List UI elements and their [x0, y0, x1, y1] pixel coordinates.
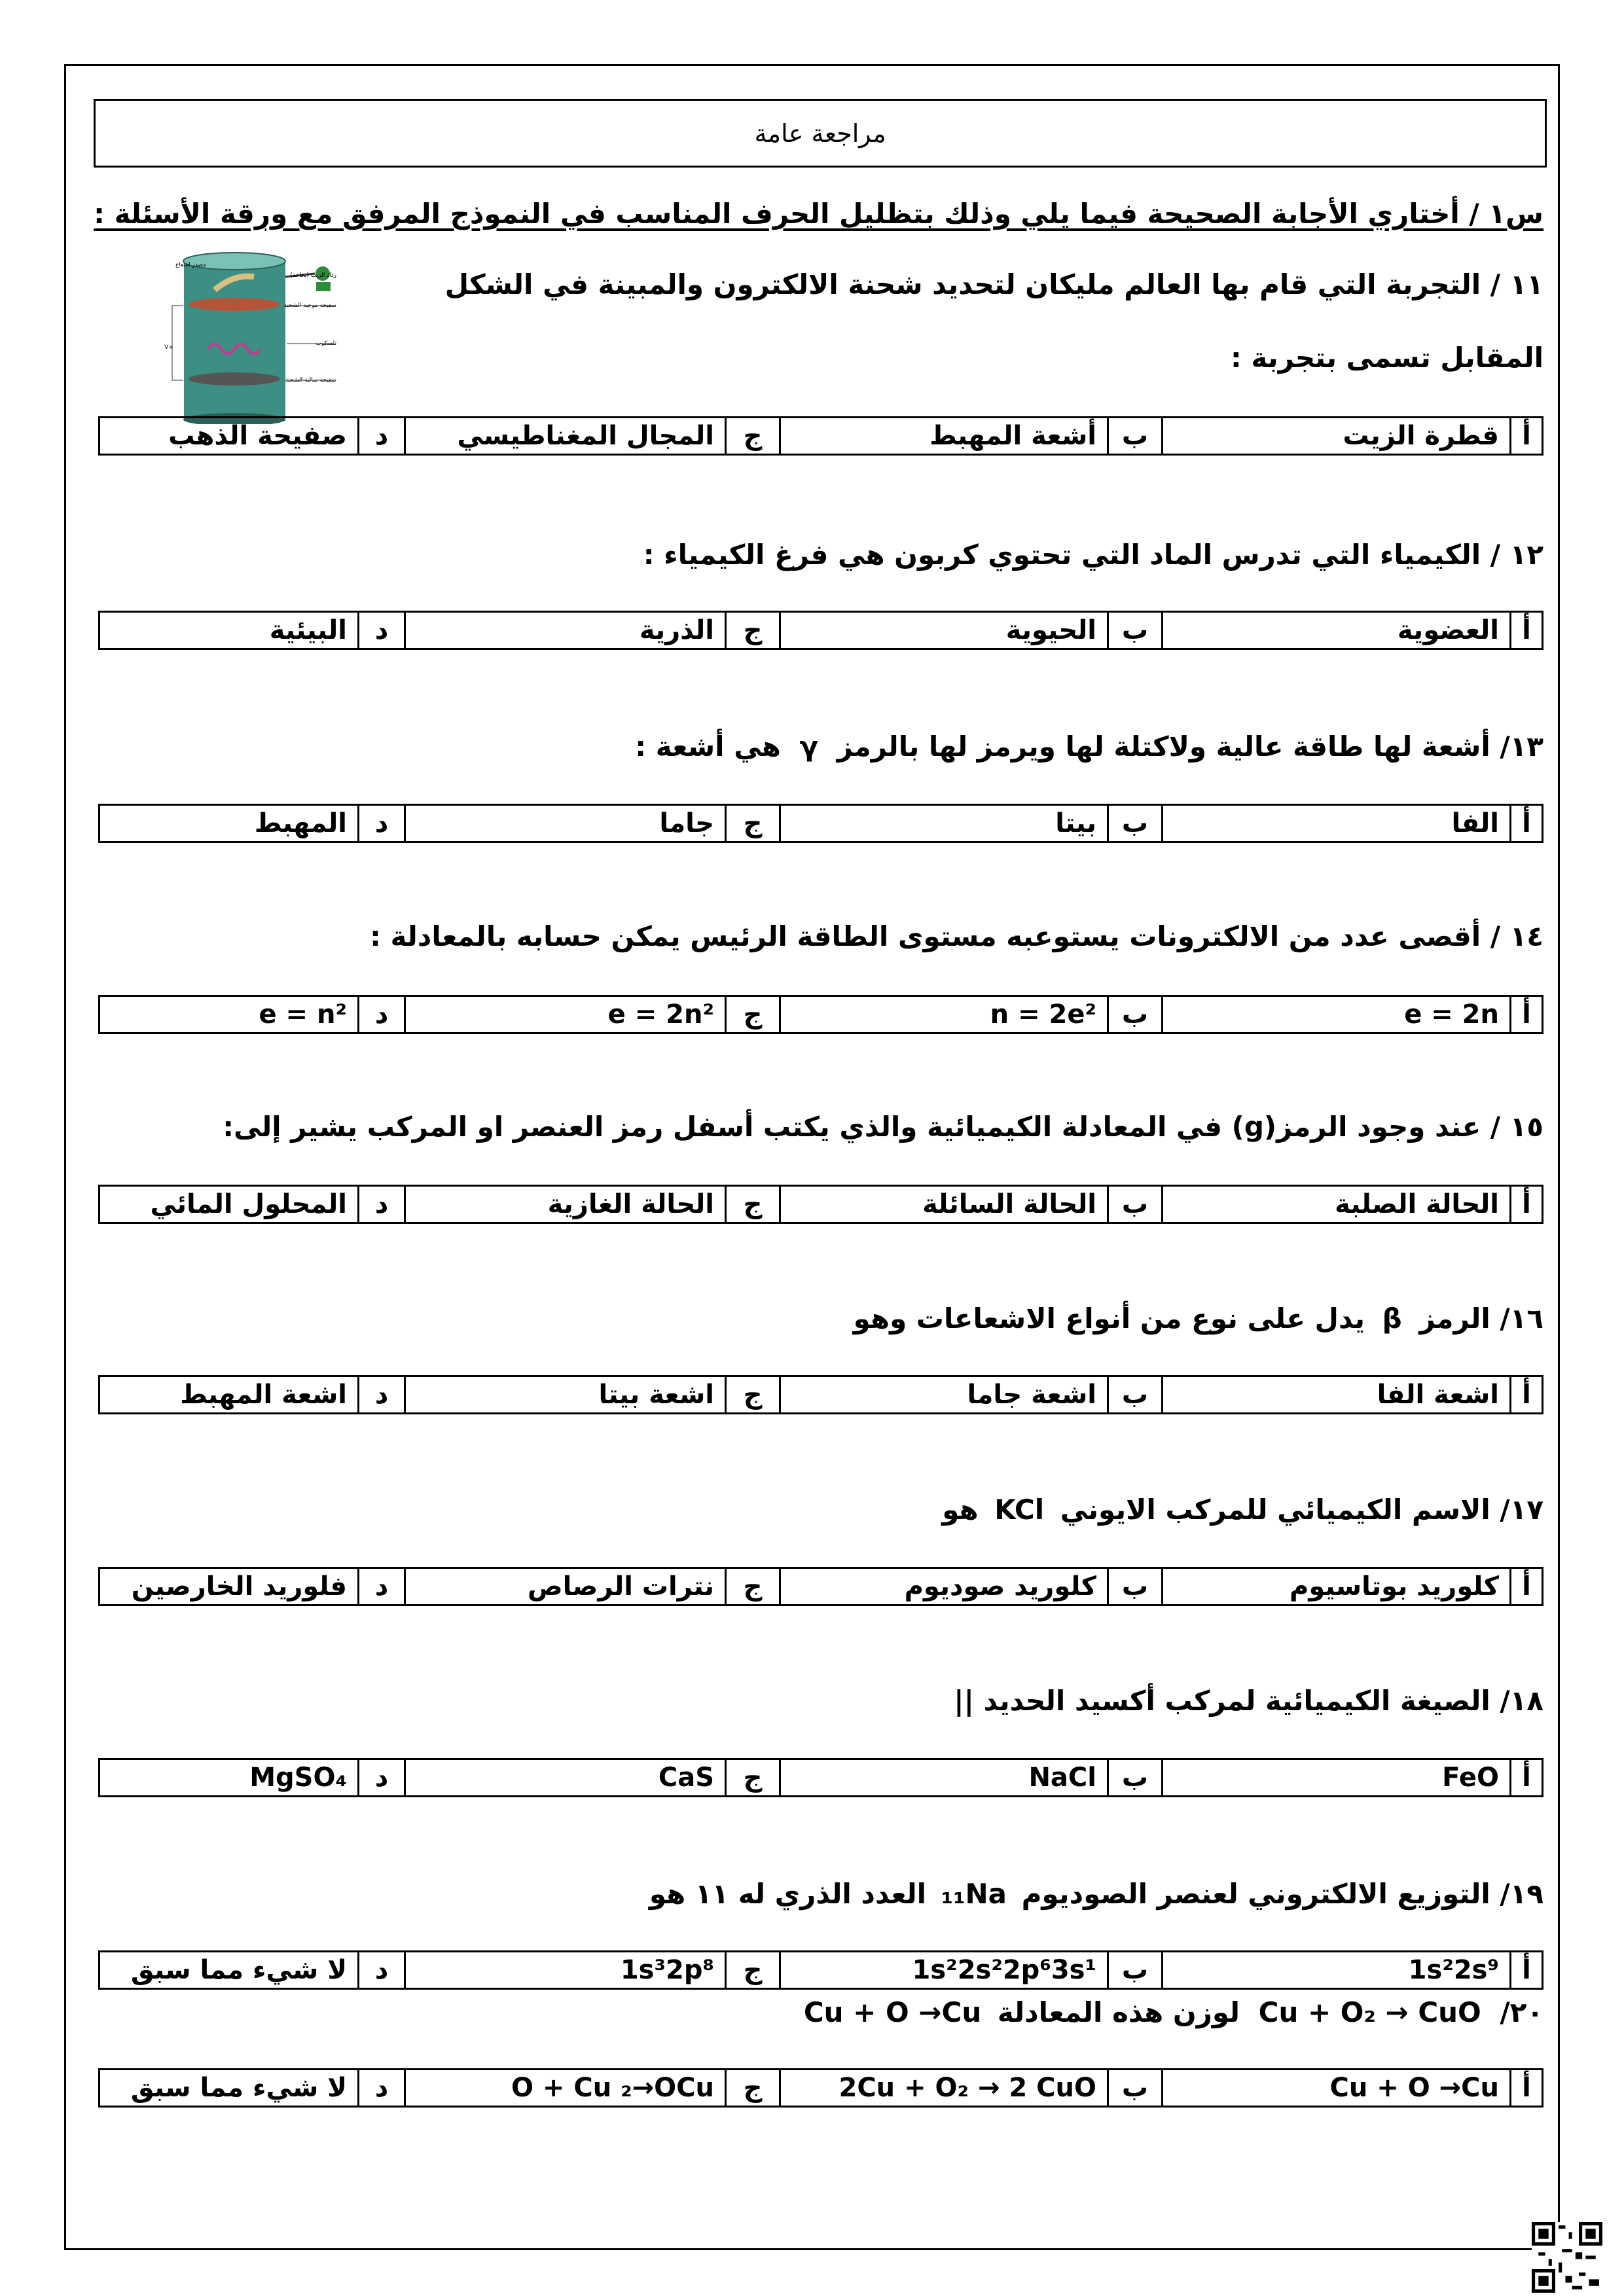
option-letter-d[interactable]: د [359, 612, 405, 649]
option-d[interactable]: لا شيء مما سبق [99, 1952, 359, 1989]
question-19-text-before: ١٩/ التوزيع الالكتروني لعنصر الصوديوم [1021, 1878, 1543, 1910]
option-letter-c[interactable]: ج [726, 1186, 780, 1223]
option-a[interactable]: FeO [1163, 1759, 1511, 1797]
option-letter-b[interactable]: ب [1108, 1952, 1163, 1989]
label-radiation-source: مصدر اشعاع [175, 262, 207, 268]
option-c[interactable]: e = 2n² [405, 996, 726, 1033]
gamma-symbol: γ [799, 730, 819, 762]
option-d[interactable]: المهبط [99, 805, 359, 842]
option-letter-b[interactable]: ب [1108, 1186, 1163, 1223]
option-a[interactable]: الفا [1163, 805, 1511, 842]
option-a[interactable]: 1s²2s⁹ [1163, 1952, 1511, 1989]
option-c[interactable]: 1s³2p⁸ [405, 1952, 726, 1989]
question-13-text [635, 730, 1543, 762]
option-letter-d[interactable]: د [359, 1568, 405, 1605]
label-voltage: +V [164, 344, 173, 351]
option-letter-a[interactable]: أ [1511, 2070, 1543, 2107]
option-b[interactable]: الحيوية [780, 612, 1108, 649]
label-positive-plate: صفيحة موجبة الشحنة [283, 302, 336, 309]
millikan-apparatus-diagram [143, 251, 450, 424]
option-a[interactable]: كلوريد بوتاسيوم [1163, 1568, 1511, 1605]
option-letter-d[interactable]: د [359, 2070, 405, 2107]
question-20-text [797, 1996, 1543, 2028]
option-letter-d[interactable]: د [359, 1376, 405, 1414]
question-20-options [98, 2068, 1543, 2108]
cylinder-body [184, 260, 285, 421]
option-letter-a[interactable]: أ [1511, 1952, 1543, 1989]
option-letter-a[interactable]: أ [1511, 805, 1543, 842]
option-letter-b[interactable]: ب [1108, 418, 1163, 455]
question-20-number: ٢٠/ [1500, 1996, 1543, 2028]
option-letter-a[interactable]: أ [1511, 1376, 1543, 1414]
option-a[interactable]: Cu + O →Cu [1163, 2070, 1511, 2107]
option-letter-c[interactable]: ج [726, 1952, 780, 1989]
option-d[interactable]: MgSO₄ [99, 1759, 359, 1797]
option-b[interactable]: كلوريد صوديوم [780, 1568, 1108, 1605]
question-17-text-after: هو [942, 1494, 979, 1526]
option-letter-c[interactable]: ج [726, 1759, 780, 1797]
option-letter-b[interactable]: ب [1108, 612, 1163, 649]
negative-plate [189, 372, 280, 386]
question-11-text-2: المقابل تسمى بتجربة : [1231, 342, 1543, 374]
question-14-text: ١٤ / أقصى عدد من الالكترونات يستوعبه مستوى الطاقة الرئيس يمكن حسابه بالمعادلة : [370, 920, 1543, 952]
question-20-alt-equation: Cu + O →Cu [803, 1996, 982, 2028]
question-19-text-after: العدد الذري له ١١ هو [649, 1878, 927, 1910]
option-a[interactable]: الحالة الصلبة [1163, 1186, 1511, 1223]
option-letter-c[interactable]: ج [726, 805, 780, 842]
beta-symbol: β [1382, 1302, 1402, 1335]
question-16-text-before: ١٦/ الرمز [1419, 1302, 1543, 1335]
option-a[interactable]: العضوية [1163, 612, 1511, 649]
positive-plate [189, 298, 280, 311]
option-letter-c[interactable]: ج [726, 418, 780, 455]
question-18-options [98, 1758, 1543, 1797]
page-title: مراجعة عامة [94, 99, 1547, 168]
question-17-text-before: ١٧/ الاسم الكيميائي للمركب الايوني [1060, 1494, 1543, 1526]
option-letter-a[interactable]: أ [1511, 1186, 1543, 1223]
option-b[interactable]: اشعة جاما [780, 1376, 1108, 1414]
question-15-text: ١٥ / عند وجود الرمز(g) في المعادلة الكيميائية والذي يكتب أسفل رمز العنصر او المركب يشير إلى: [223, 1111, 1543, 1143]
option-letter-a[interactable]: أ [1511, 1759, 1543, 1797]
option-letter-b[interactable]: ب [1108, 805, 1163, 842]
question-20-text-mid: لوزن هذه المعادلة [997, 1996, 1240, 2028]
option-d[interactable]: فلوريد الخارصين [99, 1568, 359, 1605]
option-letter-b[interactable]: ب [1108, 996, 1163, 1033]
option-letter-d[interactable]: د [359, 418, 405, 455]
question-17-options [98, 1567, 1543, 1606]
label-telescope: تلسكوب [316, 340, 336, 347]
option-letter-c[interactable]: ج [726, 1376, 780, 1414]
sodium-symbol: ₁₁Na [941, 1878, 1007, 1910]
option-b[interactable]: NaCl [780, 1759, 1108, 1797]
label-negative-plate: صفيحة سالبة الشحنة [285, 377, 336, 384]
question-11-text: ١١ / التجربة التي قام بها العالم مليكان لتحديد شحنة الالكترون والمبينة في الشكل [444, 268, 1543, 300]
option-c[interactable]: المجال المغناطيسي [405, 418, 726, 455]
question-13-options [98, 804, 1543, 843]
option-c[interactable]: اشعة بيتا [405, 1376, 726, 1414]
option-letter-d[interactable]: د [359, 1952, 405, 1989]
option-letter-d[interactable]: د [359, 1186, 405, 1223]
option-letter-a[interactable]: أ [1511, 1568, 1543, 1605]
option-c[interactable]: O + Cu ₂→OCu [405, 2070, 726, 2107]
question-20-equation: Cu + O₂ → CuO [1258, 1996, 1481, 2028]
question-16-text-after: يدل على نوع من أنواع الاشعاعات وهو [853, 1302, 1365, 1335]
question-13-text-before: ١٣/ أشعة لها طاقة عالية ولاكتلة لها ويرمز لها بالرمز [837, 730, 1543, 762]
question-16-text [854, 1302, 1543, 1335]
option-b[interactable]: الحالة السائلة [780, 1186, 1108, 1223]
option-d[interactable]: البيئية [99, 612, 359, 649]
option-letter-b[interactable]: ب [1108, 1376, 1163, 1414]
kcl-formula: KCl [994, 1494, 1045, 1526]
option-letter-a[interactable]: أ [1511, 418, 1543, 455]
option-letter-a[interactable]: أ [1511, 612, 1543, 649]
option-b[interactable]: بيتا [780, 805, 1108, 842]
question-12-options [98, 611, 1543, 650]
option-letter-c[interactable]: ج [726, 1568, 780, 1605]
option-letter-c[interactable]: ج [726, 612, 780, 649]
instructions: س١ / أختاري الأجابة الصحيحة فيما يلي وذلك بتظليل الحرف المناسب في النموذج المرفق مع ورقة الأسئلة : [94, 198, 1543, 230]
label-atomizer: رذاذ الزيت (بخاخة) [290, 272, 336, 279]
option-c[interactable]: الحالة الغازية [405, 1186, 726, 1223]
option-letter-c[interactable]: ج [726, 2070, 780, 2107]
option-letter-d[interactable]: د [359, 1759, 405, 1797]
option-c[interactable]: جاما [405, 805, 726, 842]
option-c[interactable]: CaS [405, 1759, 726, 1797]
option-c[interactable]: نترات الرصاص [405, 1568, 726, 1605]
option-a[interactable]: اشعة الفا [1163, 1376, 1511, 1414]
question-14-options [98, 995, 1543, 1034]
option-letter-d[interactable]: د [359, 996, 405, 1033]
option-b[interactable]: 1s²2s²2p⁶3s¹ [780, 1952, 1108, 1989]
option-a[interactable]: قطرة الزيت [1163, 418, 1511, 455]
question-19-text [649, 1878, 1543, 1910]
option-d[interactable]: المحلول المائي [99, 1186, 359, 1223]
question-16-options [98, 1375, 1543, 1414]
option-b[interactable]: أشعة المهبط [780, 418, 1108, 455]
qr-code [1532, 2222, 1602, 2293]
option-letter-c[interactable]: ج [726, 996, 780, 1033]
option-b[interactable]: n = 2e² [780, 996, 1108, 1033]
question-12-text: ١٢ / الكيمياء التي تدرس الماد التي تحتوي كربون هي فرغ الكيمياء : [643, 539, 1543, 571]
option-d[interactable]: اشعة المهبط [99, 1376, 359, 1414]
option-letter-a[interactable]: أ [1511, 996, 1543, 1033]
option-d[interactable]: صفيحة الذهب [99, 418, 359, 455]
option-b[interactable]: 2Cu + O₂ → 2 CuO [780, 2070, 1108, 2107]
question-19-options [98, 1950, 1543, 1990]
question-13-text-after: هي أشعة : [635, 730, 781, 762]
option-a[interactable]: e = 2n [1163, 996, 1511, 1033]
option-letter-b[interactable]: ب [1108, 1759, 1163, 1797]
question-11-options [98, 416, 1543, 456]
question-18-text: ١٨/ الصيغة الكيميائية لمركب أكسيد الحديد || [954, 1685, 1543, 1717]
question-17-text [942, 1494, 1543, 1526]
option-c[interactable]: الذرية [405, 612, 726, 649]
option-letter-d[interactable]: د [359, 805, 405, 842]
option-d[interactable]: لا شيء مما سبق [99, 2070, 359, 2107]
option-letter-b[interactable]: ب [1108, 2070, 1163, 2107]
question-15-options [98, 1185, 1543, 1224]
option-letter-b[interactable]: ب [1108, 1568, 1163, 1605]
option-d[interactable]: e = n² [99, 996, 359, 1033]
